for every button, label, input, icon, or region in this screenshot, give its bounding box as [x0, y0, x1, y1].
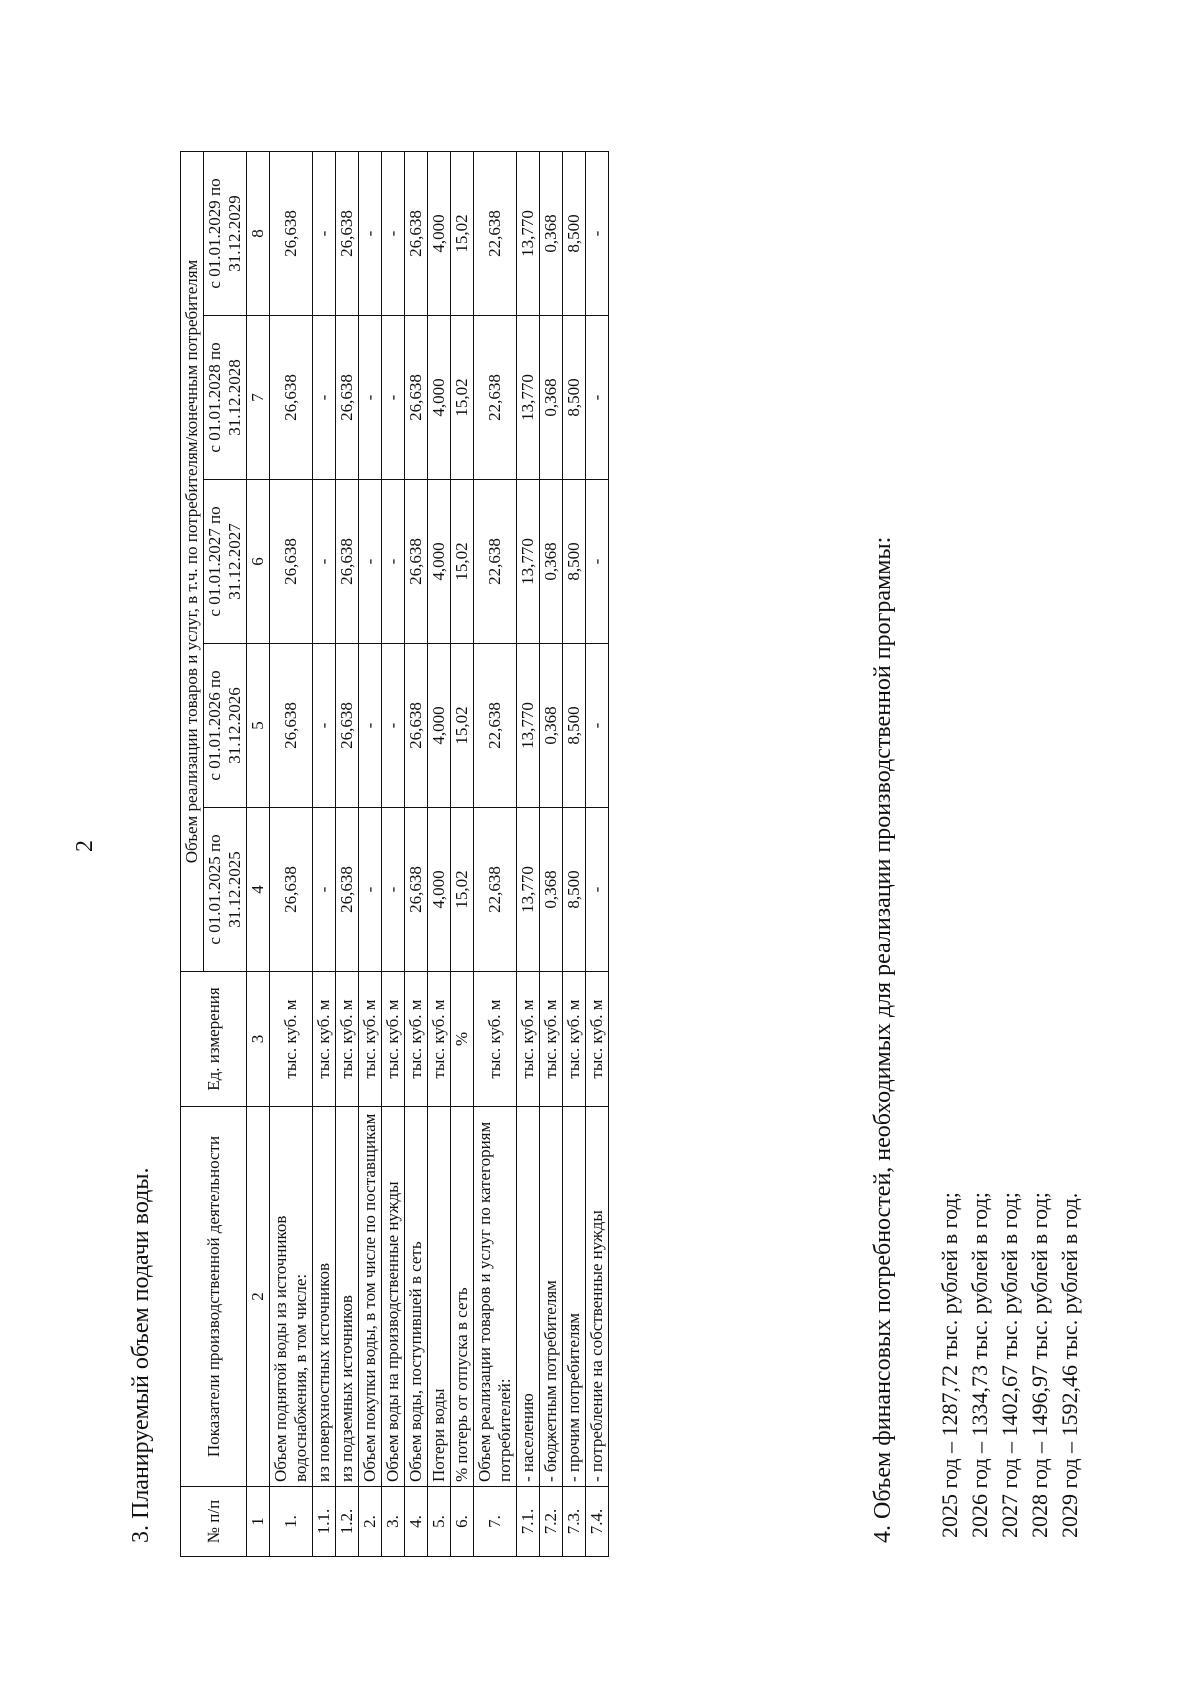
row-value: 22,638: [474, 644, 517, 808]
section-4-title: 4. Объем финансовых потребностей, необходимых для реализации производственной программы:: [870, 536, 896, 1543]
row-value: 22,638: [474, 808, 517, 972]
table-row: [474, 151, 517, 1556]
row-number: 1.1.: [313, 1487, 336, 1557]
row-value: 0,368: [540, 480, 563, 644]
row-unit: тыс. куб. м: [313, 972, 336, 1107]
column-number: 3: [247, 972, 270, 1107]
row-value: 26,638: [405, 316, 428, 480]
row-value: 13,770: [517, 808, 540, 972]
row-unit: тыс. куб. м: [517, 972, 540, 1107]
table-row: [540, 151, 563, 1556]
row-unit: тыс. куб. м: [336, 972, 359, 1107]
row-value: 0,368: [540, 644, 563, 808]
row-value: -: [586, 808, 609, 972]
table-row: [405, 151, 428, 1556]
row-value: 13,770: [517, 480, 540, 644]
row-value: -: [313, 316, 336, 480]
row-value: -: [313, 480, 336, 644]
row-value: 0,368: [540, 151, 563, 315]
row-indicator: Объем поднятой воды из источников водоснабжения, в том числе:: [270, 1107, 313, 1487]
table-body: [270, 151, 609, 1556]
row-unit: тыс. куб. м: [540, 972, 563, 1107]
row-value: 26,638: [270, 480, 313, 644]
column-number: 6: [247, 480, 270, 644]
row-indicator: Объем реализации товаров и услуг по категориям потребителей:: [474, 1107, 517, 1487]
row-value: 26,638: [270, 644, 313, 808]
header-no: № п/п: [181, 1487, 247, 1557]
row-value: -: [382, 316, 405, 480]
header-period: с 01.01.2027 по 31.12.2027: [204, 480, 247, 644]
row-indicator: Потери воды: [428, 1107, 451, 1487]
row-value: 13,770: [517, 316, 540, 480]
row-value: 4,000: [428, 480, 451, 644]
row-value: -: [586, 480, 609, 644]
row-indicator: - населению: [517, 1107, 540, 1487]
row-value: 8,500: [563, 151, 586, 315]
row-value: -: [586, 316, 609, 480]
financing-line: 2025 год – 1287,72 тыс. рублей в год;: [937, 1192, 962, 1538]
column-number: 5: [247, 644, 270, 808]
row-value: 8,500: [563, 808, 586, 972]
row-indicator: - прочим потребителям: [563, 1107, 586, 1487]
row-value: -: [359, 480, 382, 644]
row-number: 6.: [451, 1487, 474, 1557]
column-number: 7: [247, 316, 270, 480]
row-unit: тыс. куб. м: [405, 972, 428, 1107]
row-value: 8,500: [563, 316, 586, 480]
row-indicator: - бюджетным потребителям: [540, 1107, 563, 1487]
row-unit: тыс. куб. м: [270, 972, 313, 1107]
row-value: 26,638: [405, 808, 428, 972]
section-3-title: 3. Планируемый объем подачи воды.: [128, 1167, 154, 1543]
row-value: 15,02: [451, 644, 474, 808]
row-number: 1.2.: [336, 1487, 359, 1557]
table-row: [336, 151, 359, 1556]
financing-list: [935, 1192, 1085, 1538]
table-row: [586, 151, 609, 1556]
row-value: -: [382, 151, 405, 315]
row-unit: тыс. куб. м: [382, 972, 405, 1107]
row-value: 26,638: [405, 151, 428, 315]
row-number: 3.: [382, 1487, 405, 1557]
row-value: 8,500: [563, 480, 586, 644]
table-row: [359, 151, 382, 1556]
row-number: 7.2.: [540, 1487, 563, 1557]
financing-line: 2029 год – 1592,46 тыс. рублей в год.: [1057, 1192, 1082, 1538]
row-value: 0,368: [540, 316, 563, 480]
row-value: 4,000: [428, 316, 451, 480]
header-period: с 01.01.2025 по 31.12.2025: [204, 808, 247, 972]
row-value: 13,770: [517, 644, 540, 808]
row-number: 7.: [474, 1487, 517, 1557]
row-value: 26,638: [270, 808, 313, 972]
header-period: с 01.01.2028 по 31.12.2028: [204, 316, 247, 480]
row-value: 0,368: [540, 808, 563, 972]
row-value: -: [382, 644, 405, 808]
row-number: 7.3.: [563, 1487, 586, 1557]
row-value: 22,638: [474, 316, 517, 480]
row-value: 4,000: [428, 808, 451, 972]
row-value: 15,02: [451, 480, 474, 644]
row-value: -: [359, 644, 382, 808]
row-unit: тыс. куб. м: [474, 972, 517, 1107]
table-row: [313, 151, 336, 1556]
row-value: 26,638: [336, 151, 359, 315]
row-value: -: [382, 808, 405, 972]
row-indicator: из подземных источников: [336, 1107, 359, 1487]
header-unit: Ед. измерения: [181, 972, 247, 1107]
row-value: 26,638: [336, 316, 359, 480]
row-number: 7.1.: [517, 1487, 540, 1557]
row-value: 13,770: [517, 151, 540, 315]
column-number: 1: [247, 1487, 270, 1557]
row-value: -: [359, 808, 382, 972]
row-number: 5.: [428, 1487, 451, 1557]
row-value: 15,02: [451, 316, 474, 480]
row-indicator: - потребление на собственные нужды: [586, 1107, 609, 1487]
row-value: -: [586, 644, 609, 808]
row-value: 26,638: [405, 644, 428, 808]
row-value: 26,638: [270, 316, 313, 480]
row-indicator: Объем воды, поступившей в сеть: [405, 1107, 428, 1487]
row-unit: тыс. куб. м: [359, 972, 382, 1107]
table-row: [382, 151, 405, 1556]
table-row: [270, 151, 313, 1556]
row-indicator: Объем воды на производственные нужды: [382, 1107, 405, 1487]
row-value: -: [359, 316, 382, 480]
column-number: 8: [247, 151, 270, 315]
row-unit: тыс. куб. м: [563, 972, 586, 1107]
row-value: 4,000: [428, 151, 451, 315]
row-value: 8,500: [563, 644, 586, 808]
row-unit: %: [451, 972, 474, 1107]
header-indicator: Показатели производственной деятельности: [181, 1107, 247, 1487]
water-supply-table: [180, 151, 609, 1557]
row-value: 26,638: [405, 480, 428, 644]
table-row: [451, 151, 474, 1556]
row-value: 26,638: [336, 808, 359, 972]
column-number: 2: [247, 1107, 270, 1487]
row-value: 22,638: [474, 480, 517, 644]
row-indicator: из поверхностных источников: [313, 1107, 336, 1487]
row-value: -: [313, 808, 336, 972]
row-number: 7.4.: [586, 1487, 609, 1557]
row-value: -: [382, 480, 405, 644]
table-row: [563, 151, 586, 1556]
table-row: [517, 151, 540, 1556]
row-number: 4.: [405, 1487, 428, 1557]
financing-line: 2026 год – 1334,73 тыс. рублей в год;: [967, 1192, 992, 1538]
row-value: -: [586, 151, 609, 315]
row-unit: тыс. куб. м: [428, 972, 451, 1107]
row-value: -: [313, 644, 336, 808]
page-number: 2: [72, 840, 98, 852]
header-period: с 01.01.2029 по 31.12.2029: [204, 151, 247, 315]
row-number: 1.: [270, 1487, 313, 1557]
table-row: [428, 151, 451, 1556]
financing-line: 2028 год – 1496,97 тыс. рублей в год;: [1027, 1192, 1052, 1538]
row-value: 26,638: [270, 151, 313, 315]
row-value: 4,000: [428, 644, 451, 808]
row-value: -: [313, 151, 336, 315]
header-group: Объем реализации товаров и услуг, в т.ч. по потребителям/конечным потребителям: [181, 151, 204, 971]
row-indicator: % потерь от отпуска в сеть: [451, 1107, 474, 1487]
row-value: 26,638: [336, 480, 359, 644]
row-value: 22,638: [474, 151, 517, 315]
row-value: 26,638: [336, 644, 359, 808]
row-unit: тыс. куб. м: [586, 972, 609, 1107]
row-value: 15,02: [451, 808, 474, 972]
row-indicator: Объем покупки воды, в том числе по поставщикам: [359, 1107, 382, 1487]
column-number: 4: [247, 808, 270, 972]
row-value: 15,02: [451, 151, 474, 315]
header-period: с 01.01.2026 по 31.12.2026: [204, 644, 247, 808]
financing-line: 2027 год – 1402,67 тыс. рублей в год;: [997, 1192, 1022, 1538]
row-value: -: [359, 151, 382, 315]
row-number: 2.: [359, 1487, 382, 1557]
